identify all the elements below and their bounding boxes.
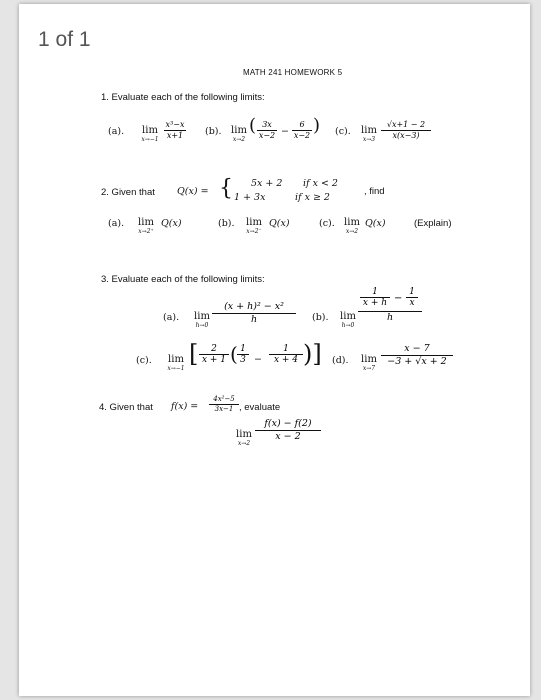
q2-case1-cond: if x < 2: [303, 178, 338, 189]
lim-word: lim: [142, 125, 158, 136]
q1b-limit: lim x→2: [231, 125, 247, 143]
q3c-left-bracket: [: [189, 340, 199, 368]
q1a-denominator: x+1: [166, 131, 184, 140]
q2-case2-cond: if x ≥ 2: [295, 192, 330, 203]
q3c-limit: lim x→−1: [167, 354, 185, 372]
q4-function-fraction: 4x²−5 3x−1: [209, 395, 239, 414]
q3a-limit: lim h→0: [194, 311, 210, 329]
q1b-right-paren: ): [313, 115, 321, 136]
q2c-function: Q(x): [365, 218, 386, 229]
q1a-label: (a).: [108, 126, 125, 137]
q3c-right-bracket: )]: [303, 340, 322, 368]
q1b-fraction-1: 3x x−2: [258, 120, 276, 140]
q2c-label: (c).: [319, 218, 335, 229]
q3d-limit: lim x→7: [361, 354, 377, 372]
q2-prompt: 2. Given that: [101, 187, 155, 198]
q3c-label: (c).: [136, 355, 152, 366]
page-indicator: 1 of 1: [38, 28, 91, 51]
q4-evaluate: , evaluate: [239, 402, 281, 413]
q3d-label: (d).: [332, 355, 349, 366]
q1c-label: (c).: [335, 126, 351, 137]
q2-find: , find: [364, 186, 385, 197]
q3c-fraction-3: 1 x + 4: [269, 344, 303, 365]
q4-fraction: f(x) − f(2) x − 2: [255, 418, 321, 443]
q2b-label: (b).: [218, 218, 235, 229]
q3b-inner-fraction-2: 1 x: [406, 287, 418, 308]
q3-prompt: 3. Evaluate each of the following limits:: [101, 274, 265, 285]
q2a-function: Q(x): [161, 218, 182, 229]
q2-case2-expr: 1 + 3x: [234, 192, 266, 203]
q2-function-name: Q(x) =: [177, 186, 209, 197]
q2-brace: {: [219, 176, 233, 201]
q1-prompt: 1. Evaluate each of the following limits:: [101, 92, 265, 103]
q3b-limit: lim h→0: [340, 311, 356, 329]
q3d-fraction: x − 7 −3 + √x + 2: [381, 343, 453, 368]
q4-function-name: f(x) =: [171, 401, 199, 412]
homework-header: MATH 241 HOMEWORK 5: [243, 68, 343, 77]
q2-case1-expr: 5x + 2: [251, 178, 283, 189]
q1a-limit-sub: x→−1: [141, 136, 159, 143]
q1a-fraction: [164, 120, 186, 141]
q2b-function: Q(x): [269, 218, 290, 229]
q3b-label: (b).: [312, 312, 329, 323]
q2c-limit: lim x→2: [344, 217, 360, 235]
q3a-fraction: (x + h)² − x² h: [212, 301, 296, 326]
q3b-inner-fraction-1: 1 x + h: [360, 287, 390, 308]
q1a-numerator: x³−x: [165, 120, 185, 129]
q3c-fraction-2: 1 3: [237, 344, 249, 365]
q3c-fraction-1: 2 x + 1: [199, 344, 229, 365]
q3a-label: (a).: [163, 312, 180, 323]
q1c-fraction: √x+1 − 2 x(x−3): [381, 120, 431, 141]
q1b-fraction-2: 6 x−2: [293, 120, 311, 140]
q1b-label: (b).: [205, 126, 222, 137]
q3b-fraction: 1 x + h − 1 x h: [358, 287, 422, 324]
q1a-limit: [135, 125, 165, 143]
q1b-minus: −: [281, 126, 289, 137]
q4-prompt: 4. Given that: [99, 402, 153, 413]
q2a-limit: lim x→2⁺: [138, 217, 154, 235]
document-page: [19, 4, 530, 696]
q2b-limit: lim x→2⁻: [246, 217, 262, 235]
q3c-left-paren: (: [230, 342, 238, 366]
q1c-limit: lim x→3: [361, 125, 377, 143]
q3c-minus: −: [254, 354, 262, 365]
q1b-left-paren: (: [249, 115, 257, 136]
q2-explain: (Explain): [414, 218, 452, 229]
q4-limit: lim x→2: [236, 429, 252, 447]
q2a-label: (a).: [108, 218, 125, 229]
